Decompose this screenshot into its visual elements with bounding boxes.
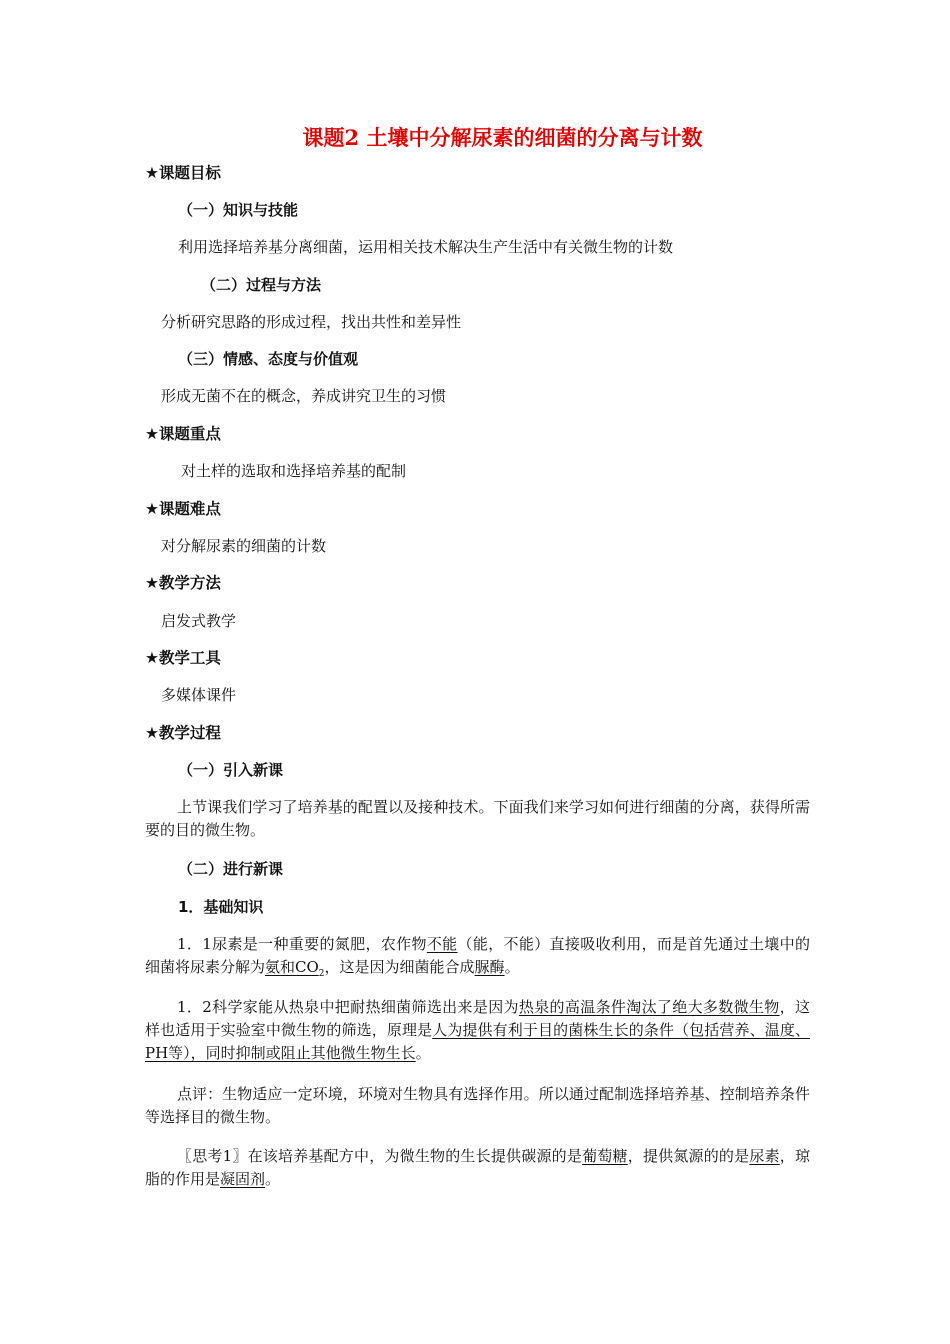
emotion-values-title: （三）情感、态度与价值观 [178,350,359,368]
answer-coagulant: 凝固剂 [220,1170,266,1188]
tools-heading: ★教学工具 [145,649,221,667]
process-method-text: 分析研究思路的形成过程，找出共性和差异性 [161,313,462,331]
basic-knowledge-title: 1．基础知识 [178,898,264,916]
knowledge-skills-title: （一）知识与技能 [178,201,299,219]
comment-paragraph: 点评：生物适应一定环境，环境对生物具有选择作用。所以通过配制选择培养基、控制培养条件等选择目的微生物。 [145,1085,810,1126]
emotion-values-text: 形成无菌不在的概念，养成讲究卫生的习惯 [161,387,447,405]
method-heading: ★教学方法 [145,574,221,592]
answer-urease: 脲酶 [474,958,505,976]
answer-hot-spring-selection: 热泉的高温条件淘汰了绝大多数微生物 [518,998,780,1016]
intro-title: （一）引入新课 [178,761,284,779]
process-heading: ★教学过程 [145,724,221,742]
think-1-paragraph: 〖思考1〗在该培养基配方中，为微生物的生长提供碳源的是葡萄糖，提供氮源的的是尿素，琼脂的作用是凝固剂。 [145,1147,810,1188]
new-lesson-title: （二）进行新课 [178,860,284,878]
difficulty-heading: ★课题难点 [145,500,221,518]
tools-text: 多媒体课件 [161,686,237,704]
answer-urea: 尿素 [749,1147,780,1165]
document-title: 课题2 土壤中分解尿素的细菌的分离与计数 [302,125,703,150]
focus-text: 对土样的选取和选择培养基的配制 [181,462,407,480]
knowledge-skills-text: 利用选择培养基分离细菌，运用相关技术解决生产生活中有关微生物的计数 [178,238,674,256]
paragraph-1-1: 1．1尿素是一种重要的氮肥，农作物不能（能，不能）直接吸收利用，而是首先通过土壤中的细菌将尿素分解为氨和$CO_2$，这是因为细菌能合成脲酶。 [145,935,810,979]
difficulty-text: 对分解尿素的细菌的计数 [161,537,327,555]
answer-selection-principle: 人为提供有利于目的菌株生长的条件（包括营养、温度、PH等），同时抑制或阻止其他微生物生长 [145,1021,810,1062]
objectives-heading: ★课题目标 [145,164,221,182]
answer-cannot: 不能 [426,935,458,953]
process-method-title: （二）过程与方法 [201,276,322,294]
paragraph-1-2: 1．2科学家能从热泉中把耐热细菌筛选出来是因为热泉的高温条件淘汰了绝大多数微生物，这样也适用于实验室中微生物的筛选，原理是人为提供有利于目的菌株生长的条件（包括营养、温度、PH等），同时抑制或阻止其他微生物生长。 [145,998,810,1062]
answer-ammonia-co2: 氨和$CO_2$ [265,958,325,979]
intro-paragraph: 上节课我们学习了培养基的配置以及接种技术。下面我们来学习如何进行细菌的分离，获得所需要的目的微生物。 [145,798,810,839]
answer-glucose: 葡萄糖 [582,1147,628,1165]
focus-heading: ★课题重点 [145,425,221,443]
method-text: 启发式教学 [161,612,237,630]
